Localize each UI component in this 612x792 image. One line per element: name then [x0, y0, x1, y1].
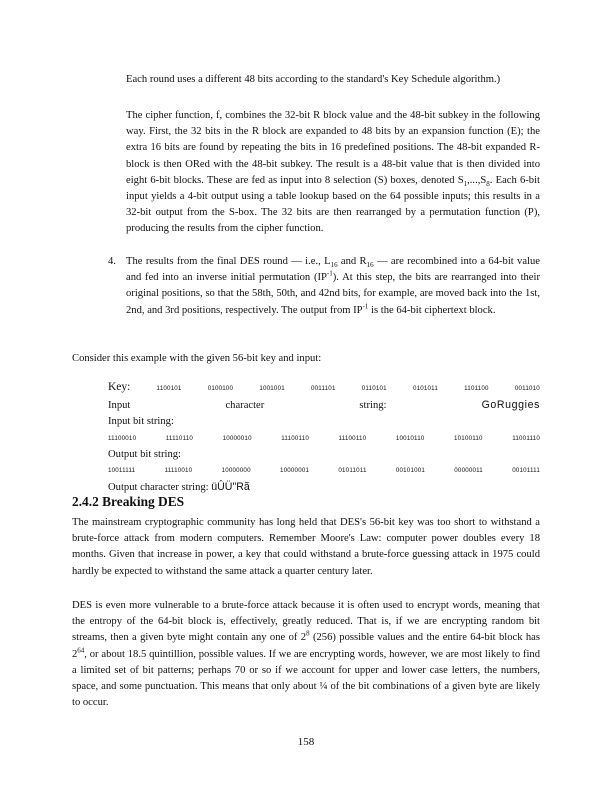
list-item-text [126, 254, 540, 319]
input-bits-3: 11100110 [281, 434, 309, 442]
paragraph-cipher-function [126, 108, 540, 238]
example-block [108, 379, 540, 496]
input-bits-2: 10000010 [222, 434, 252, 442]
key-bits-3: 0011101 [311, 385, 336, 392]
output-bits-2: 10000000 [221, 467, 251, 475]
input-bits-0: 11100010 [108, 434, 137, 442]
page-number: 158 [297, 736, 315, 748]
input-word-0: Input [108, 400, 131, 412]
input-word-2: string: [359, 400, 387, 412]
subscript: 16 [330, 261, 338, 270]
paragraph-consider: Consider this example with the given 56-bit key and input: [72, 353, 322, 364]
paragraph-breaking-1: The mainstream cryptographic community has long held that DES's 56-bit key was too short to withstand a brute-force attack from modern computers. Remember Moore's Law: computer power doubles every 18 months. Given that increase in power, a key that could withstand a brute-force guessing attack in 1975 could hardly be expected to withstand the same attack a quarter century later. [72, 517, 540, 577]
input-bits-1: 11110110 [165, 434, 194, 442]
key-bits-7: 0011010 [514, 385, 540, 392]
superscript: 8 [306, 629, 310, 638]
input-bits-row [108, 431, 540, 447]
text-run: (256) possible values and the entire 64-bit block has 2 [72, 632, 540, 660]
output-char-label: Output character string: [108, 482, 209, 494]
key-bits-4: 0110101 [361, 385, 387, 392]
text-run: DES is even more vulnerable to a brute-force attack because it is often used to encrypt words, meaning that the entropy of the 64-bit block is, effectively, greatly reduced. That is, if we are encrypting random bit streams, then a given byte might contain any one of 2 [72, 600, 540, 644]
output-bits-5: 00101001 [395, 467, 426, 475]
input-word-1: character [225, 400, 265, 412]
text-run: . Each 6-bit input yields a 4-bit output using a table lookup based on the 64 possible inputs; this results in a 32-bit output from the S-box. The 32 bits are then rearranged by a permutation function (P), producing the results from the cipher function. [126, 174, 540, 235]
superscript: -1 [326, 269, 333, 278]
output-bits-7: 00101111 [512, 467, 540, 475]
key-bits-0: 1100101 [156, 385, 182, 392]
input-bits-7: 11001110 [512, 434, 540, 442]
text-run: , or about 18.5 quintillion, possible values. If we are encrypting words, however, we are most likely to find a limited set of bit patterns; perhaps 70 or so if we account for upper and lower case letters, the numbers, space, and some punctuation. This means that only about ¼ of the bit combinations of a given byte are likely to occur. [72, 648, 540, 709]
text-run: is the 64-bit ciphertext block. [368, 304, 496, 316]
key-label: Key: [108, 381, 131, 393]
superscript: 64 [77, 646, 85, 655]
key-bits-5: 0101011 [412, 385, 438, 392]
input-bits-6: 10100110 [454, 434, 483, 442]
subscript: 16 [366, 261, 374, 270]
output-char-value: üÛÜ"Rã [211, 481, 250, 494]
output-bit-label: Output bit string: [108, 448, 181, 460]
subscript: 8 [486, 179, 490, 188]
output-bits-row [108, 463, 540, 479]
input-string-row [108, 397, 540, 414]
key-bits-1: 0100100 [207, 385, 234, 392]
list-item-number: 4. [108, 256, 116, 267]
output-bits-0: 10011111 [108, 467, 136, 475]
output-bits-6: 00000011 [454, 467, 483, 475]
section-heading: 2.4.2 Breaking DES [72, 494, 185, 509]
text-run: ). At this step, the bits are rearranged into their original positions, so that the 58th, 50th, and 42nd bits, for example, are moved back into the 1st, 2nd, and 3rd positions, respectively. The output from IP [126, 272, 540, 316]
text-run: ,...,S [467, 174, 487, 186]
subscript: 1 [463, 179, 468, 188]
paragraph-breaking-2 [72, 598, 540, 711]
input-bit-label: Input bit string: [108, 416, 174, 428]
text-run: and R [337, 256, 367, 267]
text-run: The results from the final DES round — i.e., L [126, 256, 331, 267]
output-bits-1: 11110010 [164, 467, 193, 475]
input-bits-4: 11100110 [338, 434, 367, 442]
key-bits-2: 1001001 [259, 385, 285, 392]
text-run: The cipher function, f, combines the 32-bit R block value and the 48-bit subkey in the following way. First, the 32 bits in the R block are expanded to 48 bits by an expansion function (E); the extra 16 bits are found by repeating the bits in 16 predefined positions. The 48-bit expanded R-block is then ORed with the 48-bit subkey. The result is a 48-bit value that is then divided into eight 6-bit blocks. These are fed as input into 8 selection (S) boxes, denoted S [126, 110, 540, 186]
output-bits-3: 10000001 [279, 467, 310, 475]
input-string-value: GoRuggies [481, 399, 540, 412]
key-row [108, 379, 540, 397]
paragraph-round-tail: Each round uses a different 48 bits according to the standard's Key Schedule algorithm.) [126, 74, 501, 85]
output-bits-4: 01011011 [338, 467, 367, 475]
key-bits-6: 1101100 [464, 385, 489, 392]
input-bits-5: 10010110 [395, 434, 425, 442]
superscript: -1 [362, 302, 369, 311]
text-run: — are recombined into a 64-bit value and fed into an inverse initial permutation (IP [126, 256, 540, 284]
